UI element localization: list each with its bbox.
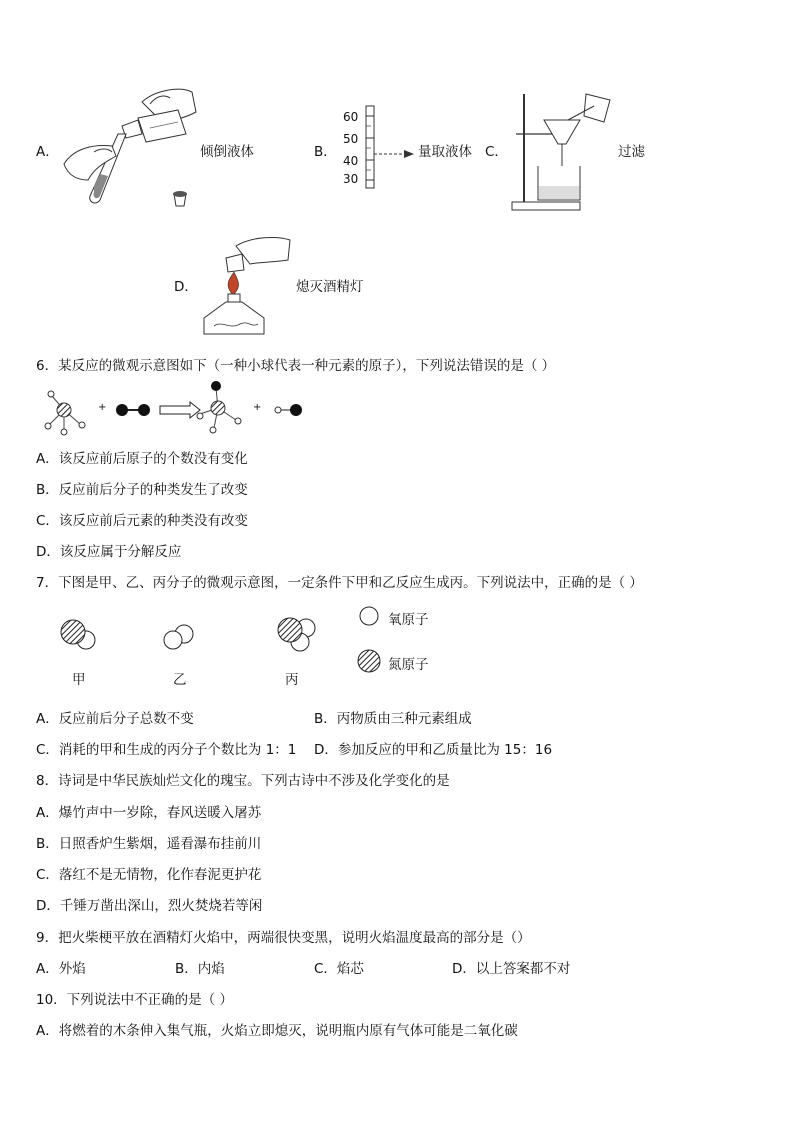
q5-option-d-letter: D． <box>174 279 198 295</box>
q7-option-a: A．反应前后分子总数不变 <box>36 711 194 727</box>
q7-option-b: B．丙物质由三种元素组成 <box>314 711 472 727</box>
alcohol-lamp-figure <box>200 234 292 338</box>
q7-legend-oxygen: 氧原子 <box>388 612 429 628</box>
q6-option-c: C．该反应前后元素的种类没有改变 <box>36 513 248 529</box>
q9-option-a: A．外焰 <box>36 961 86 977</box>
q10-stem: 10．下列说法中不正确的是（ ） <box>36 992 233 1008</box>
q5-option-b-letter: B． <box>314 144 337 160</box>
cylinder-tick-40: 40 <box>343 154 359 168</box>
q7-stem: 7．下图是甲、乙、丙分子的微观示意图，一定条件下甲和乙反应生成丙。下列说法中，正确的是（ ） <box>36 575 643 591</box>
q9-option-d: D．以上答案都不对 <box>452 961 571 977</box>
q5-option-c-label: 过滤 <box>618 144 645 160</box>
q6-reaction-diagram <box>40 380 320 440</box>
q7-option-c: C．消耗的甲和生成的丙分子个数比为 1：1 <box>36 742 297 758</box>
q7-option-d: D．参加反应的甲和乙质量比为 15：16 <box>314 742 553 758</box>
q5-option-a-letter: A． <box>36 144 59 160</box>
filtration-figure <box>510 90 620 215</box>
q5-option-c-letter: C． <box>485 144 508 160</box>
q7-label-jia: 甲 <box>72 672 86 688</box>
cylinder-tick-30: 30 <box>343 172 359 186</box>
q5-option-d-label: 熄灭酒精灯 <box>296 279 364 295</box>
cylinder-tick-60: 60 <box>343 110 359 124</box>
q9-stem: 9．把火柴梗平放在酒精灯火焰中，两端很快变黑，说明火焰温度最高的部分是（） <box>36 930 531 946</box>
q6-option-a: A．该反应前后原子的个数没有变化 <box>36 451 248 467</box>
q6-option-d: D．该反应属于分解反应 <box>36 544 182 560</box>
q7-label-yi: 乙 <box>173 672 187 688</box>
q7-label-bing: 丙 <box>285 672 299 688</box>
q8-option-b: B．日照香炉生紫烟，遥看瀑布挂前川 <box>36 836 262 852</box>
q8-option-c: C．落红不是无情物，化作春泥更护花 <box>36 867 262 883</box>
q6-plus-sign-1: + <box>98 402 107 413</box>
q6-option-b: B．反应前后分子的种类发生了改变 <box>36 482 248 498</box>
q8-stem: 8．诗词是中华民族灿烂文化的瑰宝。下列古诗中不涉及化学变化的是 <box>36 773 450 789</box>
q9-option-b: B．内焰 <box>175 961 225 977</box>
q8-option-a: A．爆竹声中一岁除，春风送暖入屠苏 <box>36 805 262 821</box>
q5-option-b-label: 量取液体 <box>418 144 472 160</box>
q10-option-a: A．将燃着的木条伸入集气瓶，火焰立即熄灭，说明瓶内原有气体可能是二氧化碳 <box>36 1023 518 1039</box>
cylinder-tick-50: 50 <box>343 132 359 146</box>
q8-option-d: D．千锤万凿出深山，烈火焚烧若等闲 <box>36 898 263 914</box>
q7-legend-nitrogen: 氮原子 <box>388 657 429 673</box>
q6-stem: 6．某反应的微观示意图如下（一种小球代表一种元素的原子），下列说法错误的是（ ） <box>36 358 556 374</box>
q5-option-a-label: 倾倒液体 <box>200 144 254 160</box>
q6-plus-sign-2: + <box>253 402 262 413</box>
q9-option-c: C．焰芯 <box>314 961 364 977</box>
pouring-liquid-figure <box>60 82 200 212</box>
